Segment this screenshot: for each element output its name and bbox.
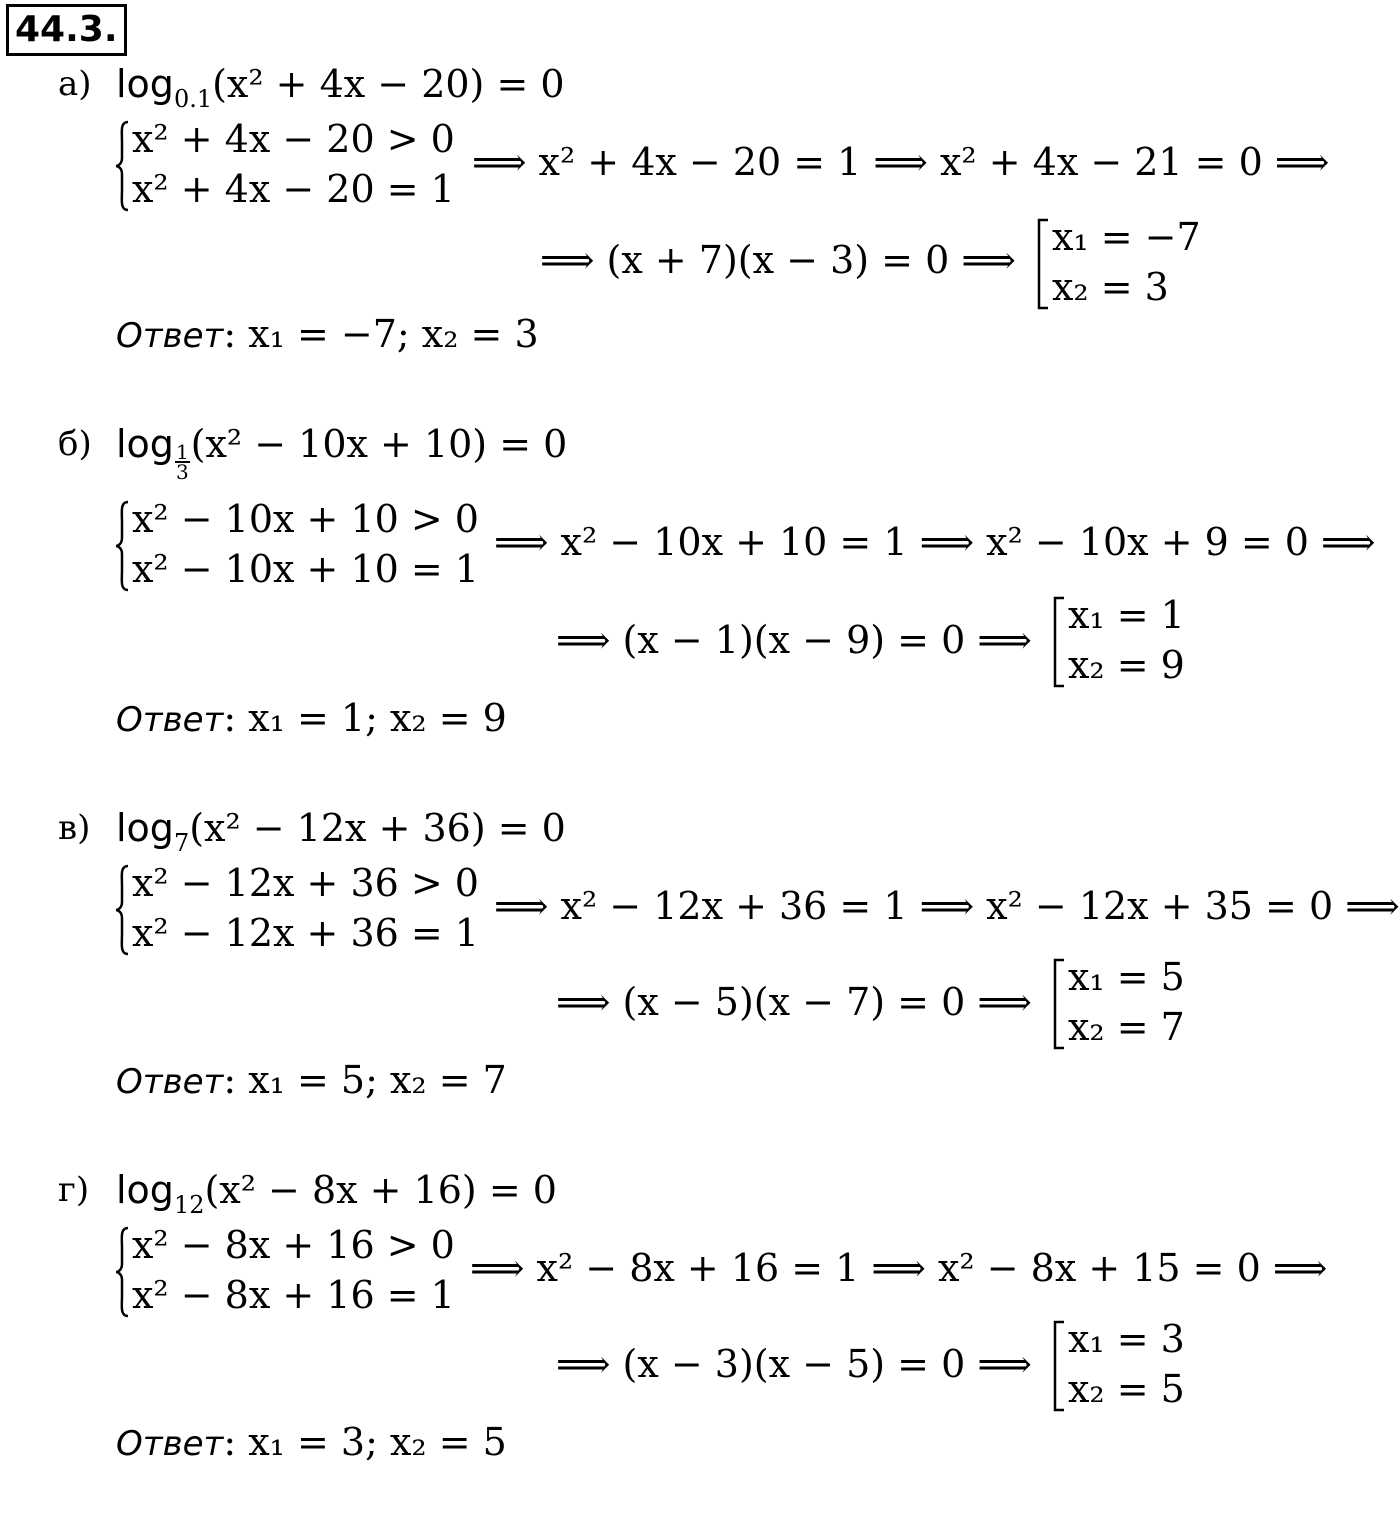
equation-body: (x² − 10x + 10) = 0: [190, 422, 568, 466]
derivation-line-2: ⟹ (x − 3)(x − 5) = 0 ⟹: [556, 1342, 1032, 1386]
answer-line: [116, 1418, 507, 1468]
answer-word: Ответ: [116, 1062, 224, 1102]
root-1: x₁ = 3: [1068, 1317, 1185, 1361]
left-brace-icon: [114, 864, 130, 956]
root-1: x₁ = 5: [1068, 955, 1185, 999]
answer-line: [116, 694, 507, 744]
root-1: x₁ = 1: [1068, 593, 1185, 637]
left-bracket-icon: [1052, 1320, 1066, 1412]
log-base-fraction: [175, 440, 190, 484]
log-function: log: [116, 1168, 174, 1212]
equation-system: [114, 494, 479, 594]
system-row-inequality: x² − 8x + 16 > 0: [132, 1223, 455, 1267]
answer-word: Ответ: [116, 700, 224, 740]
answer-word: Ответ: [116, 316, 224, 356]
problem-c: [0, 802, 1400, 1164]
derivation-line-1: ⟹ x² + 4x − 20 = 1 ⟹ x² + 4x − 21 = 0 ⟹: [472, 140, 1330, 184]
answer-word: Ответ: [116, 1424, 224, 1464]
log-equation: [116, 420, 568, 484]
problem-a: [0, 58, 1400, 420]
answer-values: : x₁ = 1; x₂ = 9: [223, 696, 507, 740]
log-base: 12: [173, 1191, 205, 1219]
equation-body: (x² + 4x − 20) = 0: [212, 62, 565, 106]
problem-label: в): [58, 808, 91, 848]
system-row-equation: x² − 12x + 36 = 1: [132, 911, 479, 955]
log-base: 0.1: [173, 85, 213, 113]
left-brace-icon: [114, 1226, 130, 1318]
equation-body: (x² − 8x + 16) = 0: [204, 1168, 557, 1212]
derivation-line-1: ⟹ x² − 8x + 16 = 1 ⟹ x² − 8x + 15 = 0 ⟹: [470, 1246, 1328, 1290]
root-2: x₂ = 5: [1068, 1367, 1185, 1411]
roots-set: [1052, 952, 1185, 1052]
left-brace-icon: [114, 120, 130, 212]
fraction-numerator: 1: [175, 440, 189, 464]
problem-number: 44.3.: [6, 4, 127, 56]
fraction-denominator: 3: [175, 460, 189, 484]
system-row-equation: x² − 10x + 10 = 1: [132, 547, 479, 591]
system-row-equation: x² + 4x − 20 = 1: [132, 167, 455, 211]
log-base: 7: [173, 829, 190, 857]
log-function: log: [116, 422, 174, 466]
roots-set: [1036, 212, 1201, 312]
answer-line: [116, 310, 539, 360]
roots-set: [1052, 590, 1185, 690]
left-bracket-icon: [1036, 218, 1050, 310]
answer-values: : x₁ = −7; x₂ = 3: [223, 312, 539, 356]
root-1: x₁ = −7: [1052, 215, 1201, 259]
roots-set: [1052, 1314, 1185, 1414]
system-row-inequality: x² − 10x + 10 > 0: [132, 497, 479, 541]
system-row-inequality: x² + 4x − 20 > 0: [132, 117, 455, 161]
equation-body: (x² − 12x + 36) = 0: [189, 806, 566, 850]
answer-values: : x₁ = 5; x₂ = 7: [223, 1058, 507, 1102]
log-function: log: [116, 806, 174, 850]
system-row-equation: x² − 8x + 16 = 1: [132, 1273, 455, 1317]
equation-system: [114, 114, 455, 214]
derivation-line-2: ⟹ (x + 7)(x − 3) = 0 ⟹: [540, 238, 1016, 282]
problem-label: а): [58, 64, 92, 104]
left-bracket-icon: [1052, 596, 1066, 688]
problem-label: г): [58, 1170, 90, 1210]
answer-line: [116, 1056, 507, 1106]
problem-d: [0, 1164, 1400, 1526]
answer-values: : x₁ = 3; x₂ = 5: [223, 1420, 507, 1464]
problem-b: [0, 418, 1400, 780]
left-brace-icon: [114, 500, 130, 592]
root-2: x₂ = 7: [1068, 1005, 1185, 1049]
root-2: x₂ = 3: [1052, 265, 1169, 309]
system-row-inequality: x² − 12x + 36 > 0: [132, 861, 479, 905]
left-bracket-icon: [1052, 958, 1066, 1050]
derivation-line-1: ⟹ x² − 12x + 36 = 1 ⟹ x² − 12x + 35 = 0 ⟹: [494, 884, 1400, 928]
equation-system: [114, 858, 479, 958]
root-2: x₂ = 9: [1068, 643, 1185, 687]
derivation-line-1: ⟹ x² − 10x + 10 = 1 ⟹ x² − 10x + 9 = 0 ⟹: [494, 520, 1376, 564]
derivation-line-2: ⟹ (x − 1)(x − 9) = 0 ⟹: [556, 618, 1032, 662]
log-function: log: [116, 62, 174, 106]
equation-system: [114, 1220, 455, 1320]
problem-label: б): [58, 424, 92, 464]
derivation-line-2: ⟹ (x − 5)(x − 7) = 0 ⟹: [556, 980, 1032, 1024]
